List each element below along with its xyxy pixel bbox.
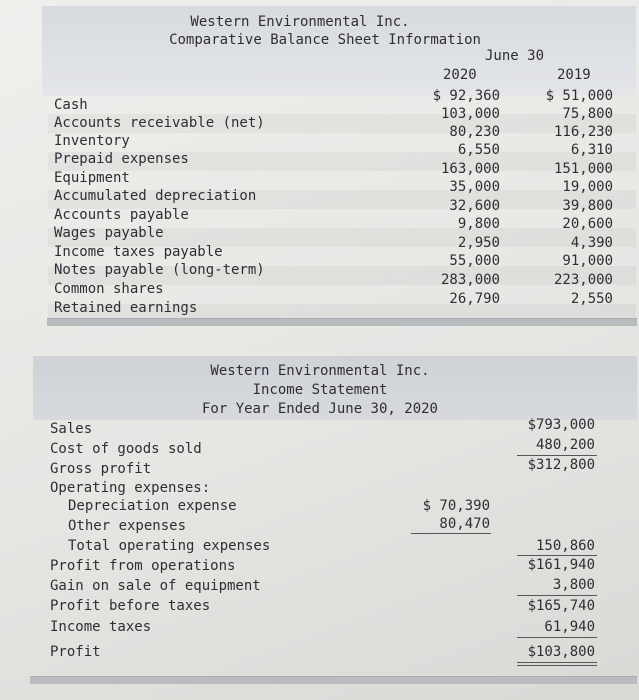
bs-row-label: Notes payable (long-term) [54, 262, 265, 278]
bs-row-value-2019: 20,600 [562, 216, 613, 232]
bs-row-label: Accounts payable [54, 207, 189, 223]
is-sales-label: Sales [50, 421, 93, 437]
is-gross-label: Gross profit [50, 461, 152, 477]
is-gain-label: Gain on sale of equipment [50, 578, 261, 594]
bs-row-value-2020: 55,000 [449, 253, 500, 269]
bs-row-label: Inventory [54, 133, 130, 149]
is-sales-value: $793,000 [527, 417, 595, 433]
bs-col-2019: 2019 [557, 67, 591, 83]
is-period: For Year Ended June 30, 2020 [201, 401, 438, 417]
bs-row-label: Cash [54, 97, 88, 113]
bs-row-value-2020: 32,600 [449, 198, 500, 214]
bs-row-value-2020: 35,000 [449, 179, 500, 195]
bs-col-2020: 2020 [443, 67, 477, 83]
bs-row-value-2020: 80,230 [449, 124, 500, 140]
is-bottom-rule [30, 676, 637, 684]
bs-row-value-2020: 6,550 [457, 142, 500, 158]
bs-row-value-2019: 223,000 [553, 272, 613, 288]
bs-row-label: Retained earnings [54, 300, 198, 316]
gain-underline [517, 595, 597, 596]
bs-row-label: Wages payable [54, 225, 164, 241]
bs-row-value-2019: 6,310 [570, 142, 613, 158]
is-profit-label: Profit [50, 644, 101, 660]
bs-row-value-2019: $ 51,000 [545, 88, 613, 104]
is-other-label: Other expenses [68, 518, 187, 534]
bs-row-value-2019: 39,800 [562, 198, 613, 214]
bs-row-value-2019: 19,000 [562, 179, 613, 195]
bs-row-value-2020: $ 92,360 [432, 88, 500, 104]
bs-row-value-2020: 103,000 [440, 106, 500, 122]
is-dep-value: $ 70,390 [422, 498, 490, 514]
other-underline [411, 533, 491, 534]
is-pfo-label: Profit from operations [50, 558, 236, 574]
is-cogs-label: Cost of goods sold [50, 441, 202, 457]
profit-double-underline-2 [517, 665, 597, 666]
is-total-opex-value: 150,860 [535, 538, 595, 554]
bs-row-label: Prepaid expenses [54, 151, 189, 167]
is-pfo-value: $161,940 [527, 557, 595, 573]
bs-row-value-2020: 26,790 [449, 291, 500, 307]
is-opex-label: Operating expenses: [50, 480, 211, 496]
is-pbt-label: Profit before taxes [50, 598, 211, 614]
is-gross-value: $312,800 [527, 457, 595, 473]
is-total-opex-label: Total operating expenses [68, 538, 271, 554]
is-tax-label: Income taxes [50, 619, 152, 635]
is-company-name: Western Environmental Inc. [210, 363, 430, 379]
bs-row-label: Accounts receivable (net) [54, 115, 265, 131]
bs-row-value-2020: 283,000 [440, 272, 500, 288]
is-pbt-value: $165,740 [527, 598, 595, 614]
bs-row-value-2019: 4,390 [570, 235, 613, 251]
bs-row-value-2020: 163,000 [440, 161, 500, 177]
bs-title: Comparative Balance Sheet Information [169, 32, 481, 48]
bs-row-label: Equipment [54, 170, 130, 186]
bs-row-value-2019: 75,800 [562, 106, 613, 122]
bs-row-value-2019: 91,000 [562, 253, 613, 269]
bs-bottom-rule [47, 318, 637, 326]
bs-row-value-2019: 2,550 [570, 291, 613, 307]
bs-row-value-2020: 9,800 [457, 216, 500, 232]
is-dep-label: Depreciation expense [68, 498, 237, 514]
profit-double-underline-1 [517, 662, 597, 663]
bs-row-label: Common shares [54, 281, 164, 297]
bs-row-value-2019: 116,230 [553, 124, 613, 140]
bs-date-header: June 30 [485, 48, 545, 64]
is-gain-value: 3,800 [552, 577, 595, 593]
bs-row-label: Income taxes payable [54, 244, 223, 260]
is-title: Income Statement [252, 382, 388, 398]
bs-row-value-2019: 151,000 [553, 161, 613, 177]
is-other-value: 80,470 [439, 516, 490, 532]
is-profit-value: $103,800 [527, 644, 595, 660]
bs-row-value-2020: 2,950 [457, 235, 500, 251]
bs-row-label: Accumulated depreciation [54, 188, 257, 204]
bs-company-name: Western Environmental Inc. [190, 14, 410, 30]
tax-underline [517, 637, 597, 638]
is-tax-value: 61,940 [544, 619, 595, 635]
is-cogs-value: 480,200 [535, 437, 595, 453]
